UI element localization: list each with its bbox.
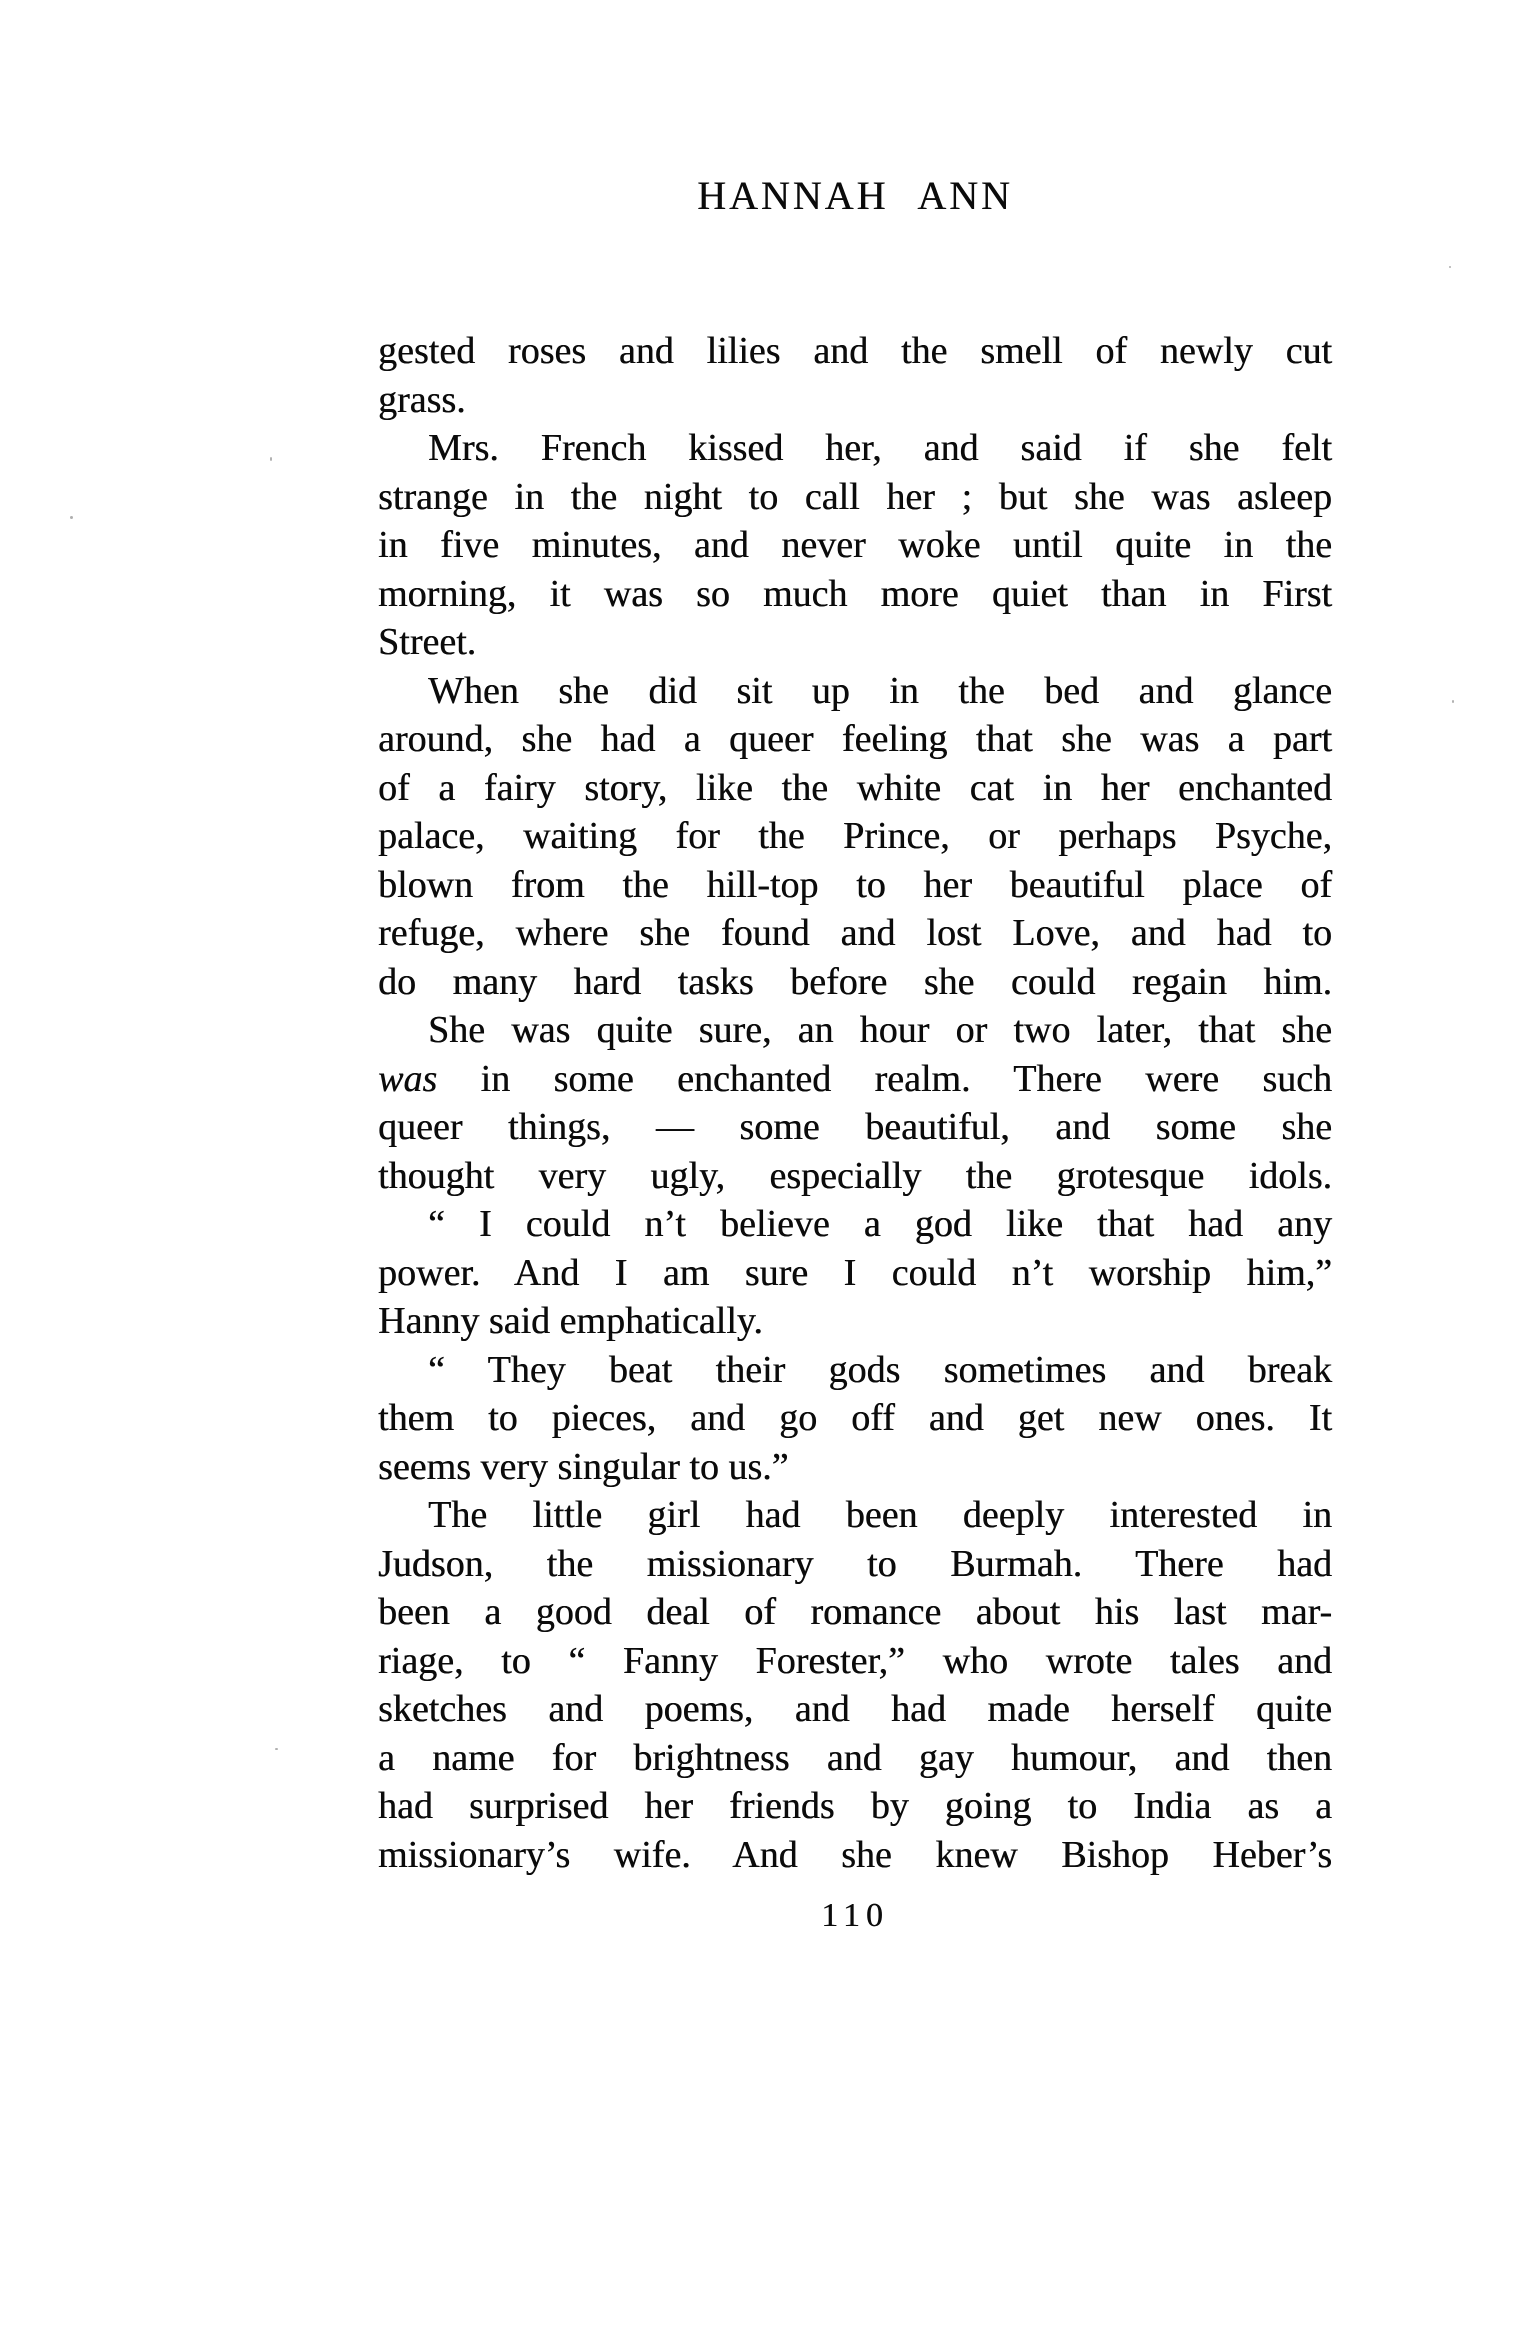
text-segment: Street. (378, 621, 477, 663)
text-line (378, 764, 1332, 813)
text-segment: blown from the hill-top to her beautiful place of (378, 863, 1332, 906)
text-segment: grass. (378, 378, 466, 421)
text-segment: in five minutes, and never woke until quite in the (378, 524, 1332, 566)
text-segment: of a fairy story, like the white cat in her enchanted (378, 766, 1332, 809)
text-line (378, 812, 1332, 861)
text-segment: Hanny said emphatically. (378, 1300, 763, 1342)
text-line (378, 861, 1332, 910)
text-line (378, 1346, 1332, 1395)
text-segment: had surprised her friends by going to India as a (378, 1785, 1332, 1827)
text-segment: morning, it was so much more quiet than in First (378, 572, 1332, 615)
text-line (378, 1831, 1332, 1880)
text-segment: When she did sit up in the bed and glance (428, 669, 1332, 712)
text-line (378, 1734, 1332, 1783)
text-line (378, 1782, 1332, 1831)
scan-speck (275, 1748, 278, 1750)
text-line (378, 1297, 1332, 1346)
scan-speck (1449, 266, 1451, 268)
text-line (378, 1103, 1332, 1152)
text-line (378, 1637, 1332, 1686)
text-segment: missionary’s wife. And she knew Bishop Heber’s (378, 1833, 1332, 1876)
text-segment: She was quite sure, an hour or two later, that she (428, 1009, 1332, 1051)
text-segment: The little girl had been deeply interested in (428, 1494, 1332, 1536)
text-segment: palace, waiting for the Prince, or perhaps Psyche, (378, 815, 1332, 857)
text-line (378, 1685, 1332, 1734)
scan-speck (1452, 700, 1454, 703)
italic-text: was (378, 1057, 438, 1100)
text-segment: power. And I am sure I could n’t worship him,” (378, 1251, 1332, 1294)
text-segment: been a good deal of romance about his last mar- (378, 1591, 1332, 1633)
text-segment: “ They beat their gods sometimes and break (428, 1348, 1332, 1391)
text-line (378, 958, 1332, 1007)
text-segment: do many hard tasks before she could regain him. (378, 960, 1332, 1003)
text-line (378, 570, 1332, 619)
text-segment: Judson, the missionary to Burmah. There had (378, 1542, 1332, 1585)
text-line (378, 1200, 1332, 1249)
text-line (378, 618, 1332, 667)
text-segment: thought very ugly, especially the grotesque idols. (378, 1154, 1332, 1197)
text-line (378, 1152, 1332, 1201)
text-line (378, 1540, 1332, 1589)
scan-speck (70, 516, 73, 519)
text-line (378, 1443, 1332, 1492)
text-line (378, 376, 1332, 425)
text-segment: gested roses and lilies and the smell of newly cut (378, 330, 1332, 372)
text-line (378, 473, 1332, 522)
text-segment: them to pieces, and go off and get new ones. It (378, 1397, 1332, 1439)
text-line (378, 1491, 1332, 1540)
text-line (378, 667, 1332, 716)
text-line (378, 909, 1332, 958)
text-block (378, 327, 1332, 1879)
text-line (378, 521, 1332, 570)
text-segment: queer things, — some beautiful, and some she (378, 1106, 1332, 1148)
text-line (378, 327, 1332, 376)
text-segment: seems very singular to us.” (378, 1445, 789, 1488)
text-line (378, 1055, 1332, 1104)
text-segment: “ I could n’t believe a god like that had any (428, 1203, 1332, 1245)
running-header: HANNAH ANN (697, 173, 1013, 218)
text-segment: riage, to “ Fanny Forester,” who wrote tales and (378, 1639, 1332, 1682)
text-segment: Mrs. French kissed her, and said if she felt (428, 427, 1332, 469)
text-line (378, 715, 1332, 764)
text-line (378, 1006, 1332, 1055)
text-segment: refuge, where she found and lost Love, and had to (378, 912, 1332, 954)
text-line (378, 1249, 1332, 1298)
text-segment: strange in the night to call her ; but she was asleep (378, 475, 1332, 518)
text-segment: sketches and poems, and had made herself quite (378, 1688, 1332, 1730)
page-number: 110 (821, 1897, 889, 1934)
text-line (378, 1588, 1332, 1637)
scan-speck (270, 457, 272, 461)
text-line (378, 424, 1332, 473)
text-segment: a name for brightness and gay humour, and then (378, 1736, 1332, 1779)
text-segment: in some enchanted realm. There were such (437, 1057, 1332, 1100)
text-segment: around, she had a queer feeling that she was a part (378, 718, 1332, 760)
text-line (378, 1394, 1332, 1443)
